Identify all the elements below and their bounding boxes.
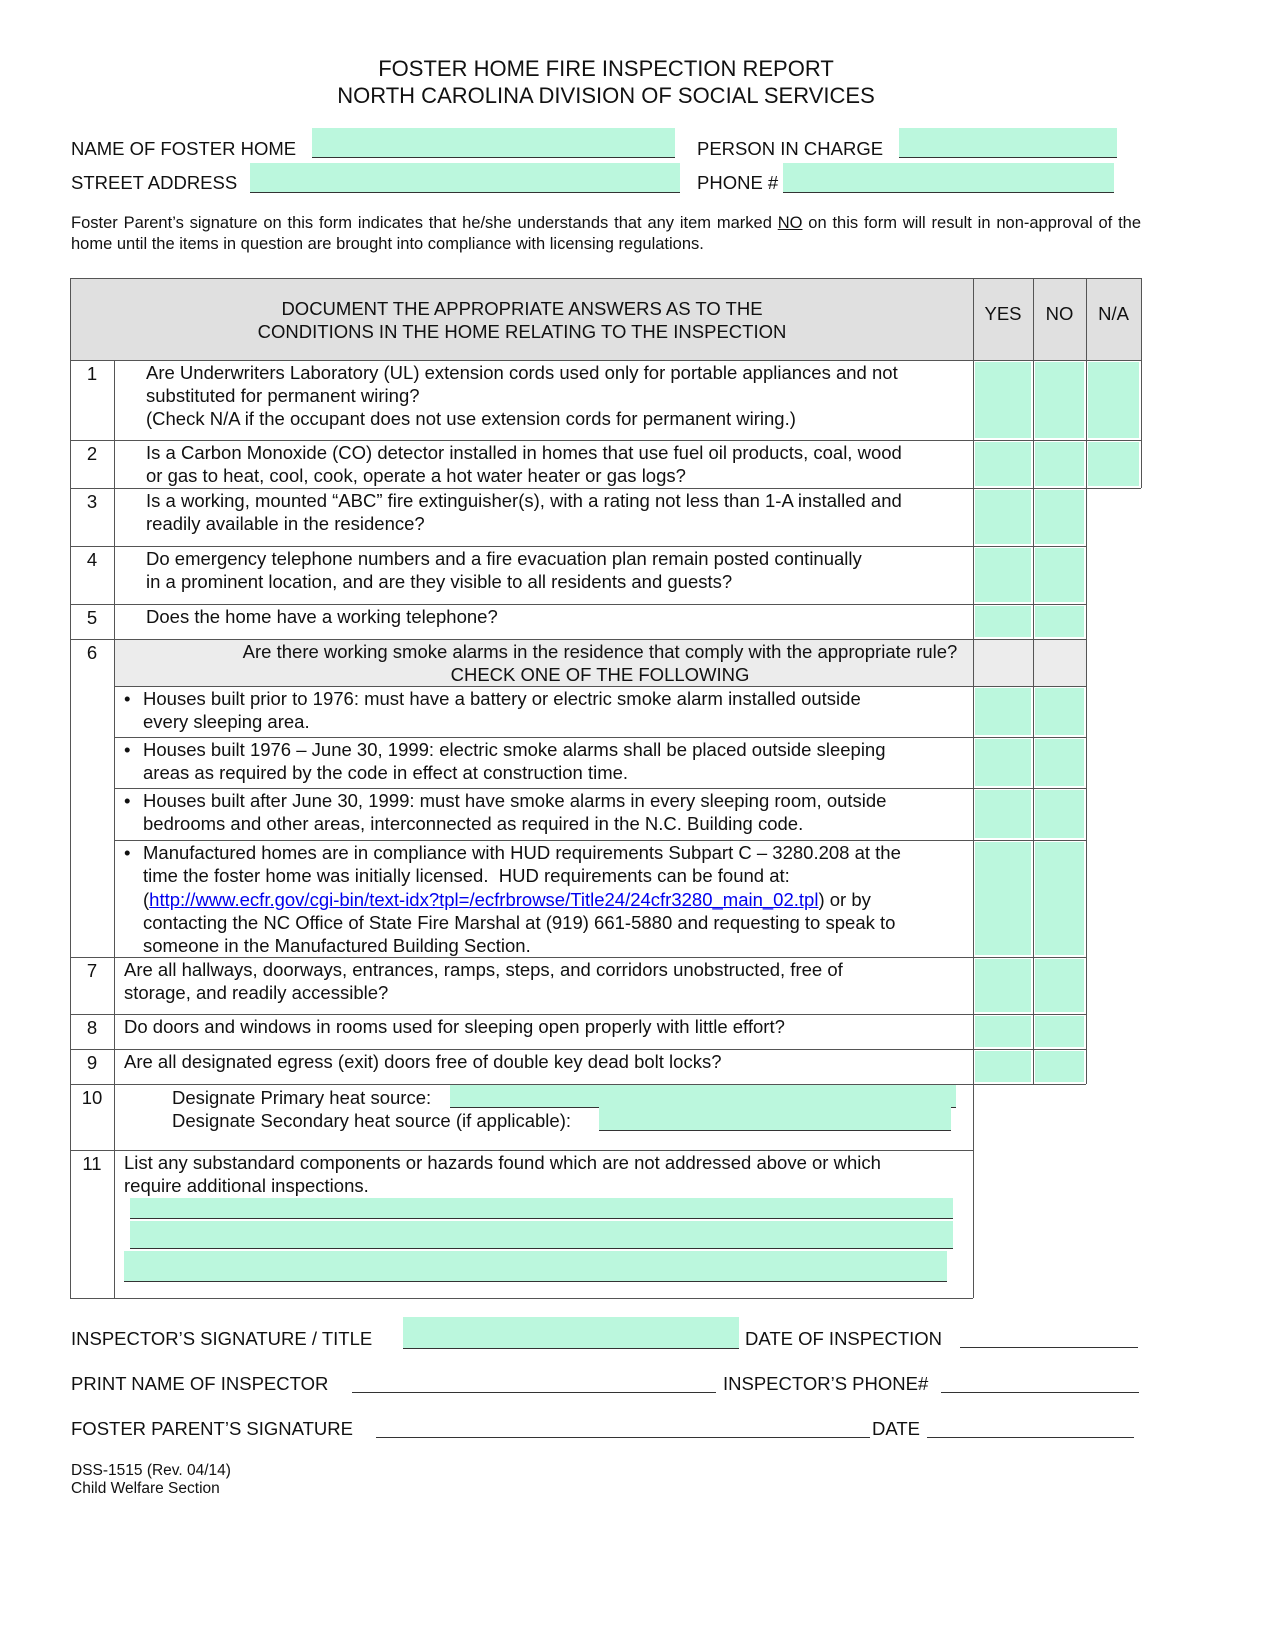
row-divider [70,546,1086,547]
row-9-yes-checkbox[interactable] [975,790,1031,838]
column-divider [973,604,974,639]
row-number: 5 [86,607,98,628]
column-divider [1033,686,1034,737]
column-divider [114,1150,115,1298]
phone-input[interactable] [783,163,1114,193]
row-divider [114,840,1086,841]
column-divider [1086,1049,1087,1084]
column-divider [973,639,974,686]
row-8-yes-checkbox[interactable] [975,739,1031,786]
column-divider [114,737,115,788]
notice-emphasis: NO [777,214,803,232]
column-divider [114,360,115,440]
row-2-no-checkbox[interactable] [1035,442,1084,486]
date-of-inspection-label: DATE OF INSPECTION [745,1328,943,1349]
hazards-input-line2[interactable] [130,1221,953,1249]
bullet-icon: • [124,739,131,760]
column-divider [1033,546,1034,604]
column-divider [1086,278,1087,360]
row-5-no-checkbox[interactable] [1035,606,1084,637]
row-9-no-checkbox[interactable] [1035,790,1084,838]
row-5-yes-checkbox[interactable] [975,606,1031,637]
row-number: 7 [86,960,98,981]
row-question: List any substandard components or hazards found which are not addressed above or which require additional inspections. [124,1152,881,1196]
column-divider [973,957,974,1014]
hazards-input-line3[interactable] [124,1251,947,1282]
row-13-yes-checkbox[interactable] [975,1051,1031,1082]
row-number: 8 [86,1017,98,1038]
row-number: 9 [86,1052,98,1073]
row-divider [1086,488,1141,489]
foster-home-input[interactable] [312,128,675,158]
column-divider [114,639,115,686]
notice-text [71,213,1141,255]
row-divider [70,488,1086,489]
street-address-input[interactable] [250,163,680,193]
row-question: Are all hallways, doorways, entrances, ramps, steps, and corridors unobstructed, free of storage, and readily accessible? [124,959,843,1003]
form-title: FOSTER HOME FIRE INSPECTION REPORT [378,56,834,81]
column-divider [114,957,115,1014]
row-question: Is a working, mounted “ABC” fire extinguisher(s), with a rating not less than 1-A installed and readily available in the residence? [146,490,902,534]
row-number: 2 [86,443,98,464]
row-divider [114,788,1086,789]
person-in-charge-label: PERSON IN CHARGE [697,138,884,159]
row-1-no-checkbox[interactable] [1035,362,1084,438]
form-section: Child Welfare Section [71,1480,220,1497]
street-address-label: STREET ADDRESS [71,172,238,193]
date-label: DATE [872,1418,920,1439]
row-8-no-checkbox[interactable] [1035,739,1084,786]
column-divider [1086,957,1087,1014]
bullet-icon: • [124,842,131,863]
row-divider [70,1014,1086,1015]
table-left-border [70,278,71,1298]
column-divider [973,1049,974,1084]
column-divider [973,546,974,604]
row-12-yes-checkbox[interactable] [975,1016,1031,1047]
column-divider [114,604,115,639]
notice-before: Foster Parent’s signature on this form indicates that he/she understands that any item marked [71,214,778,232]
row-question: Are all designated egress (exit) doors free of double key dead bolt locks? [124,1051,722,1072]
col-na: N/A [1098,303,1129,324]
table-right-border [1141,278,1142,488]
row-13-no-checkbox[interactable] [1035,1051,1084,1082]
column-divider [973,737,974,788]
column-divider [1086,788,1087,840]
row-divider [114,686,1086,687]
col-yes: YES [984,303,1022,324]
column-divider [114,840,115,957]
row-10-no-checkbox[interactable] [1035,842,1084,955]
column-divider [1033,957,1034,1014]
form-id: DSS-1515 (Rev. 04/14) [71,1462,231,1479]
row-question: Houses built prior to 1976: must have a battery or electric smoke alarm installed outside every sleeping area. [143,688,861,732]
print-name-input[interactable] [352,1375,716,1393]
inspector-signature-input[interactable] [403,1317,739,1349]
row-4-no-checkbox[interactable] [1035,548,1084,602]
column-divider [973,1084,974,1150]
column-divider [1086,686,1087,737]
row-divider [70,639,1086,640]
row-question: Manufactured homes are in compliance with HUD requirements Subpart C – 3280.208 at the time the foster home was initially licensed. HUD requirements can be found at: [143,842,901,886]
person-in-charge-input[interactable] [899,128,1117,158]
column-divider [1033,1049,1034,1084]
hud-link[interactable]: http://www.ecfr.gov/cgi-bin/text-idx?tpl=/ecfrbrowse/Title24/24cfr3280_main_02.tpl [149,889,819,910]
row-question: Do doors and windows in rooms used for sleeping open properly with little effort? [124,1016,785,1037]
row-question: Houses built after June 30, 1999: must have smoke alarms in every sleeping room, outside bedrooms and other areas, interconnected as required in the N.C. Building code. [143,790,887,834]
column-divider [1033,278,1034,360]
column-divider [973,440,974,488]
row-3-yes-checkbox[interactable] [975,490,1031,544]
bullet-icon: • [124,790,131,811]
secondary-heat-input[interactable] [599,1107,951,1131]
column-divider [1033,840,1034,957]
table-top-border [70,278,1141,279]
row-2-na-checkbox[interactable] [1088,442,1139,486]
column-divider [1086,840,1087,957]
row-divider [70,1049,1086,1050]
hud-line4: contacting the NC Office of State Fire Marshal at (919) 661-5880 and requesting to speak to [143,912,896,933]
secondary-heat-label: Designate Secondary heat source (if applicable): [172,1110,572,1131]
row-12-no-checkbox[interactable] [1035,1016,1084,1047]
date-of-inspection-input[interactable] [960,1330,1138,1348]
row-question: Are Underwriters Laboratory (UL) extension cords used only for portable appliances and not substituted for permanent wiring? (Check N/A if the occupant does not use extension cords for permanent wiring.) [146,362,898,429]
row-7-no-checkbox[interactable] [1035,688,1084,735]
hud-after: ) or by [818,889,871,910]
column-divider [114,546,115,604]
column-divider [1086,737,1087,788]
row-number: 3 [86,491,98,512]
table-bottom-border [70,1298,973,1299]
column-divider [1033,639,1034,686]
foster-home-label: NAME OF FOSTER HOME [71,138,297,159]
row-3-no-checkbox[interactable] [1035,490,1084,544]
column-divider [1086,639,1087,686]
primary-heat-label: Designate Primary heat source: [172,1087,432,1108]
column-divider [973,840,974,957]
column-divider [973,360,974,440]
column-divider [114,1049,115,1084]
hud-line5: someone in the Manufactured Building Section. [143,935,531,956]
table-header-line1: DOCUMENT THE APPROPRIATE ANSWERS AS TO THE [281,298,763,319]
row-divider [70,957,1086,958]
column-divider [1033,488,1034,546]
row-number: 1 [86,363,98,384]
column-divider [114,1084,115,1150]
row-4-yes-checkbox[interactable] [975,548,1031,602]
column-divider [1033,440,1034,488]
column-divider [114,788,115,840]
parent-signature-input[interactable] [376,1420,870,1438]
column-divider [114,686,115,737]
row-question: Does the home have a working telephone? [146,606,498,627]
column-divider [973,488,974,546]
primary-heat-input[interactable] [450,1085,956,1108]
row-divider [70,440,1141,441]
row-11-no-checkbox[interactable] [1035,959,1084,1012]
col-no: NO [1045,303,1074,324]
notice-after: on this form will result in non-approval of the home until the items in question are brought into compliance with licensing regulations. [71,214,1142,253]
column-divider [114,440,115,488]
row-11-yes-checkbox[interactable] [975,959,1031,1012]
row-number: 6 [86,642,98,663]
column-divider [1086,360,1087,440]
row-number: 10 [81,1087,103,1108]
row-number: 4 [86,549,98,570]
column-divider [1033,604,1034,639]
column-divider [1086,1014,1087,1049]
inspector-phone-input[interactable] [941,1375,1139,1393]
row-divider [70,360,1141,361]
hud-link-line [143,888,871,911]
column-divider [973,1014,974,1049]
column-divider [1033,788,1034,840]
row-question: Is a Carbon Monoxide (CO) detector installed in homes that use fuel oil products, coal, wood or gas to heat, cool, cook, operate a hot water heater or gas logs? [146,442,902,486]
column-divider [1086,488,1087,546]
inspector-phone-label: INSPECTOR’S PHONE# [723,1373,929,1394]
column-divider [973,788,974,840]
row-question: Houses built 1976 – June 30, 1999: electric smoke alarms shall be placed outside sleeping areas as required by the code in effect at construction time. [143,739,886,783]
row-divider [70,604,1086,605]
row-1-na-checkbox[interactable] [1088,362,1139,438]
column-divider [1086,604,1087,639]
column-divider [973,278,974,360]
bullet-icon: • [124,688,131,709]
row-question: Do emergency telephone numbers and a fire evacuation plan remain posted continually in a prominent location, and are they visible to all residents and guests? [146,548,862,592]
row-1-yes-checkbox[interactable] [975,362,1031,438]
parent-signature-label: FOSTER PARENT’S SIGNATURE [71,1418,353,1439]
date-input[interactable] [927,1420,1134,1438]
print-name-label: PRINT NAME OF INSPECTOR [71,1373,329,1394]
column-divider [1033,360,1034,440]
column-divider [1086,546,1087,604]
column-divider [1033,1014,1034,1049]
form-subtitle: NORTH CAROLINA DIVISION OF SOCIAL SERVICES [337,83,875,108]
row-7-yes-checkbox[interactable] [975,688,1031,735]
column-divider [973,686,974,737]
row-10-yes-checkbox[interactable] [975,842,1031,955]
column-divider [1086,440,1087,488]
row-divider [114,737,1086,738]
row-divider [70,1150,973,1151]
row-2-yes-checkbox[interactable] [975,442,1031,486]
column-divider [973,1150,974,1298]
hazards-input-line1[interactable] [130,1198,953,1219]
hud-open: ( [143,889,150,910]
row-question: Are there working smoke alarms in the residence that comply with the appropriate rule? CHECK ONE OF THE FOLLOWING [242,641,958,685]
row-divider [973,1084,1086,1085]
phone-label: PHONE # [697,172,779,193]
row-number: 11 [82,1153,102,1174]
column-divider [114,488,115,546]
column-divider [114,1014,115,1049]
column-divider [1033,737,1034,788]
table-header-line2: CONDITIONS IN THE HOME RELATING TO THE INSPECTION [257,321,787,342]
inspector-signature-label: INSPECTOR’S SIGNATURE / TITLE [71,1328,373,1349]
